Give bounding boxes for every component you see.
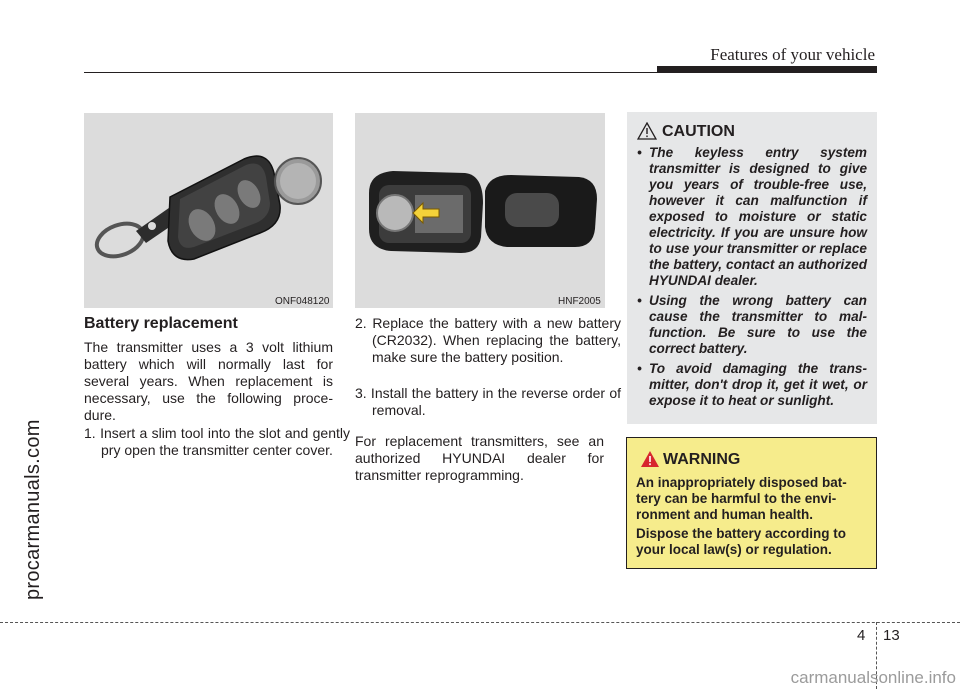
bullet: • bbox=[637, 145, 642, 160]
figure-caption: ONF048120 bbox=[275, 296, 330, 307]
step-3: 3. Install the battery in the reverse order of removal. bbox=[355, 385, 621, 418]
caution-item bbox=[637, 361, 867, 409]
key-fob-illustration bbox=[84, 113, 333, 308]
caution-item-text: Using the wrong battery can cause the transmitter to mal-function. Be sure to use the correct battery. bbox=[649, 293, 867, 356]
section-intro: The transmitter uses a 3 volt lithium battery which will normally last for several years. When replacement is necessary, use the following proce-dure. bbox=[84, 339, 333, 423]
warning-box bbox=[626, 437, 877, 569]
figure-key-fob bbox=[84, 113, 333, 308]
caution-item-text: The keyless entry system transmitter is designed to give you years of trouble-free use, however it can malfunction if exposed to moisture or static electricity. If you are unsure how to use your transmitter or replace the battery, contact an authorized HYUNDAI dealer. bbox=[649, 145, 867, 288]
header-rule bbox=[84, 72, 877, 73]
caution-list bbox=[637, 145, 867, 409]
footer-rule bbox=[0, 622, 960, 623]
bullet: • bbox=[637, 293, 642, 308]
chapter-number: 4 bbox=[857, 627, 866, 644]
caution-box bbox=[627, 112, 877, 424]
step-2: 2. Replace the battery with a new battery (CR2032). When replacing the battery, make sure the battery position. bbox=[355, 315, 621, 365]
header-title: Features of your vehicle bbox=[710, 45, 875, 64]
figure-open-transmitter bbox=[355, 113, 605, 308]
warning-title: WARNING bbox=[663, 451, 741, 468]
section-title: Battery replacement bbox=[84, 315, 238, 332]
page-number: 13 bbox=[883, 627, 900, 644]
section-closing: For replacement transmitters, see an authorized HYUNDAI dealer for transmitter reprogramming. bbox=[355, 433, 604, 483]
open-transmitter-illustration bbox=[355, 113, 605, 308]
caution-item-text: To avoid damaging the trans-mitter, don't drop it, get it wet, or expose it to heat or sunlight. bbox=[649, 361, 867, 408]
caution-item bbox=[637, 293, 867, 357]
side-watermark: procarmanuals.com bbox=[22, 419, 44, 600]
bottom-watermark: carmanualsonline.info bbox=[790, 668, 956, 687]
caution-item bbox=[637, 145, 867, 289]
caution-title: CAUTION bbox=[662, 123, 735, 140]
step-1: 1. Insert a slim tool into the slot and gently pry open the transmitter center cover. bbox=[84, 425, 350, 458]
caution-triangle-icon bbox=[637, 122, 657, 140]
bullet: • bbox=[637, 361, 642, 376]
warning-paragraph: Dispose the battery according to your local law(s) or regulation. bbox=[636, 526, 847, 557]
figure-caption: HNF2005 bbox=[558, 296, 601, 307]
warning-triangle-icon bbox=[640, 450, 660, 468]
warning-paragraph: An inappropriately disposed bat-tery can be harmful to the envi-ronment and human health. bbox=[636, 475, 847, 522]
